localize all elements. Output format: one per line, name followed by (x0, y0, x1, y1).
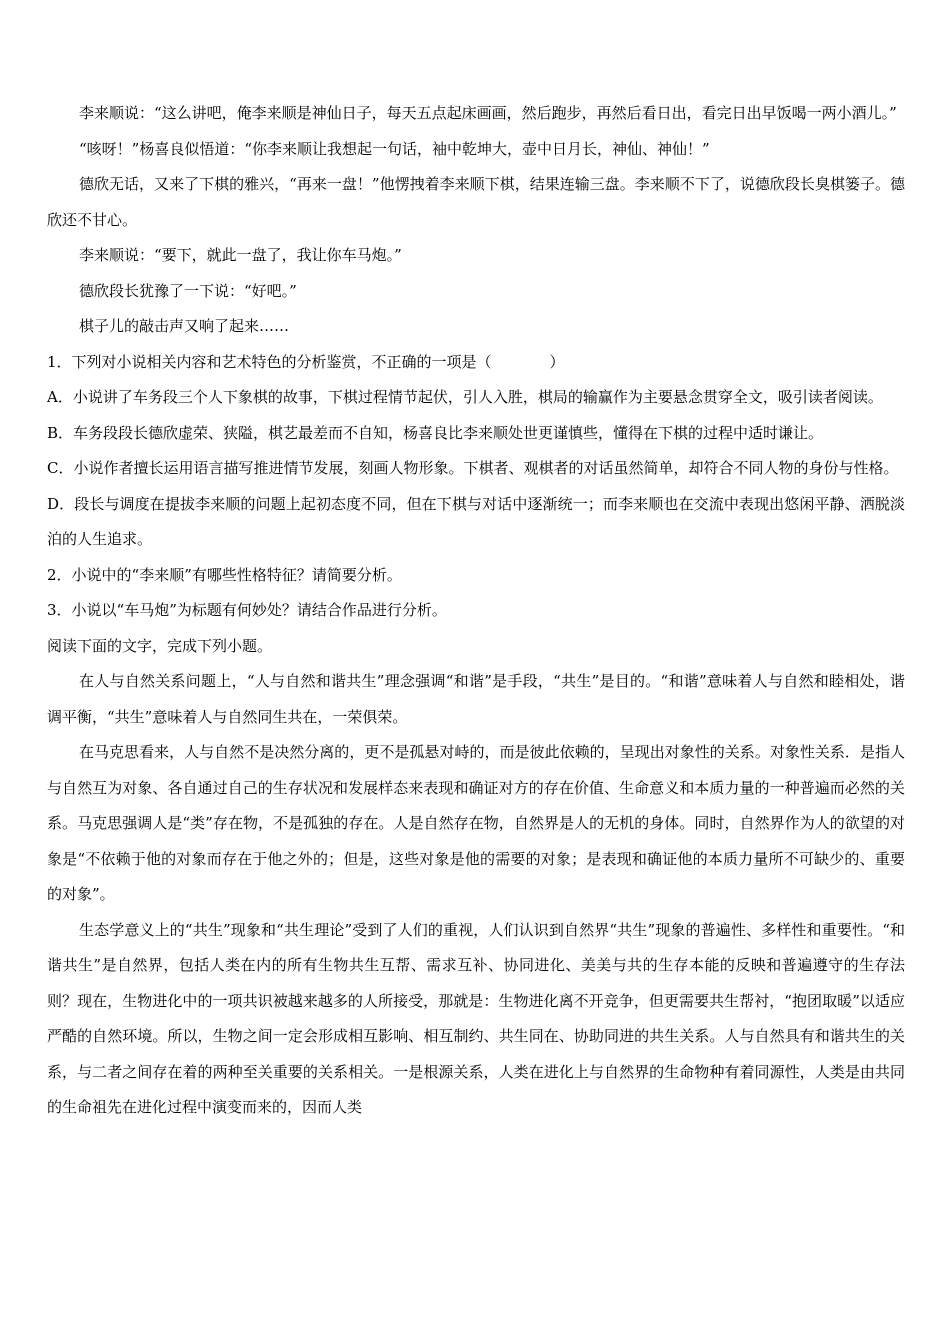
question-3: 3．小说以“车马炮”为标题有何妙处？请结合作品进行分析。 (47, 601, 447, 619)
reading-paragraph-1: 在人与自然关系问题上，“人与自然和谐共生”理念强调“和谐”是手段，“共生”是目的。“和谐”意味着人与自然和睦相处，谐调平衡，“共生”意味着人与自然同生共在，一荣俱荣。 (47, 672, 905, 726)
reading-paragraph-2: 在马克思看来，人与自然不是决然分离的，更不是孤悬对峙的，而是彼此依赖的，呈现出对象性的关系。对象性关系．是指人与自然互为对象、各自通过自己的生存状况和发展样态来表现和确证对方的存在价值、生命意义和本质力量的一种普遍而必然的关系。马克思强调人是“类”存在物，不是孤独的存在。人是自然存在物，自然界是人的无机的身体。同时，自然界作为人的欲望的对象是“不依赖于他的对象而存在于他之外的；但是，这些对象是他的需要的对象；是表现和确证他的本质力量所不可缺少的、重要的对象”。 (47, 743, 905, 903)
option-d: D．段长与调度在提拔李来顺的问题上起初态度不同，但在下棋与对话中逐渐统一；而李来顺也在交流中表现出悠闲平静、洒脱淡泊的人生追求。 (47, 494, 905, 548)
question-1 (47, 345, 905, 381)
story-paragraph-6: 棋子儿的敲击声又响了起来…… (79, 317, 290, 335)
story-paragraph-5: 德欣段长犹豫了一下说：“好吧。” (79, 281, 297, 300)
option-b: B．车务段段长德欣虚荣、狭隘，棋艺最差而不自知，杨喜良比李来顺处世更谨慎些，懂得在下棋的过程中适时谦让。 (47, 423, 824, 442)
option-c: C．小说作者擅长运用语言描写推进情节发展，刻画人物形象。下棋者、观棋者的对话虽然简单，却符合不同人物的身份与性格。 (47, 459, 899, 477)
question-1-stem: 1．下列对小说相关内容和艺术特色的分析鉴赏，不正确的一项是（ (47, 352, 492, 371)
reading-paragraph-3: 生态学意义上的“共生”现象和“共生理论”受到了人们的重视，人们认识到自然界“共生”现象的普遍性、多样性和重要性。“和谐共生”是自然界，包括人类在内的所有生物共生互帮、需求互补、协同进化、美美与共的生存本能的反映和普遍遵守的生存法则？现在，生物进化中的一项共识被越来越多的人所接受，那就是：生物进化离不开竞争，但更需要共生帮衬，“抱团取暖”以适应严酷的自然环境。所以，生物之间一定会形成相互影响、相互制约、共生同在、协助同进的共生关系。人与自然具有和谐共生的关系，与二者之间存在着的两种至关重要的关系相关。一是根源关系，人类在进化上与自然界的生命物种有着同源性，人类是由共同的生命祖先在进化过程中演变而来的，因而人类 (47, 920, 905, 1116)
story-paragraph-4: 李来顺说：“要下，就此一盘了，我让你车马炮。” (79, 246, 402, 264)
question-1-close: ） (549, 352, 565, 371)
story-paragraph-1: 李来顺说：“这么讲吧，俺李来顺是神仙日子，每天五点起床画画，然后跑步，再然后看日出，看完日出早饭喝一两小酒儿。” (79, 104, 897, 122)
question-2: 2．小说中的“李来顺”有哪些性格特征？请简要分析。 (47, 565, 402, 584)
story-paragraph-2: “咳呀！”杨喜良似悟道：“你李来顺让我想起一句话，袖中乾坤大，壶中日月长，神仙、神仙！” (79, 139, 710, 158)
document-page (47, 96, 905, 1126)
option-a: A．小说讲了车务段三个人下象棋的故事，下棋过程情节起伏，引人入胜，棋局的输赢作为主要悬念贯穿全文，吸引读者阅读。 (47, 388, 883, 406)
story-paragraph-3: 德欣无话，又来了下棋的雅兴，“再来一盘！”他愣拽着李来顺下棋，结果连输三盘。李来顺不下了，说德欣段长臭棋篓子。德欣还不甘心。 (47, 175, 905, 229)
reading-instruction: 阅读下面的文字，完成下列小题。 (47, 636, 273, 655)
